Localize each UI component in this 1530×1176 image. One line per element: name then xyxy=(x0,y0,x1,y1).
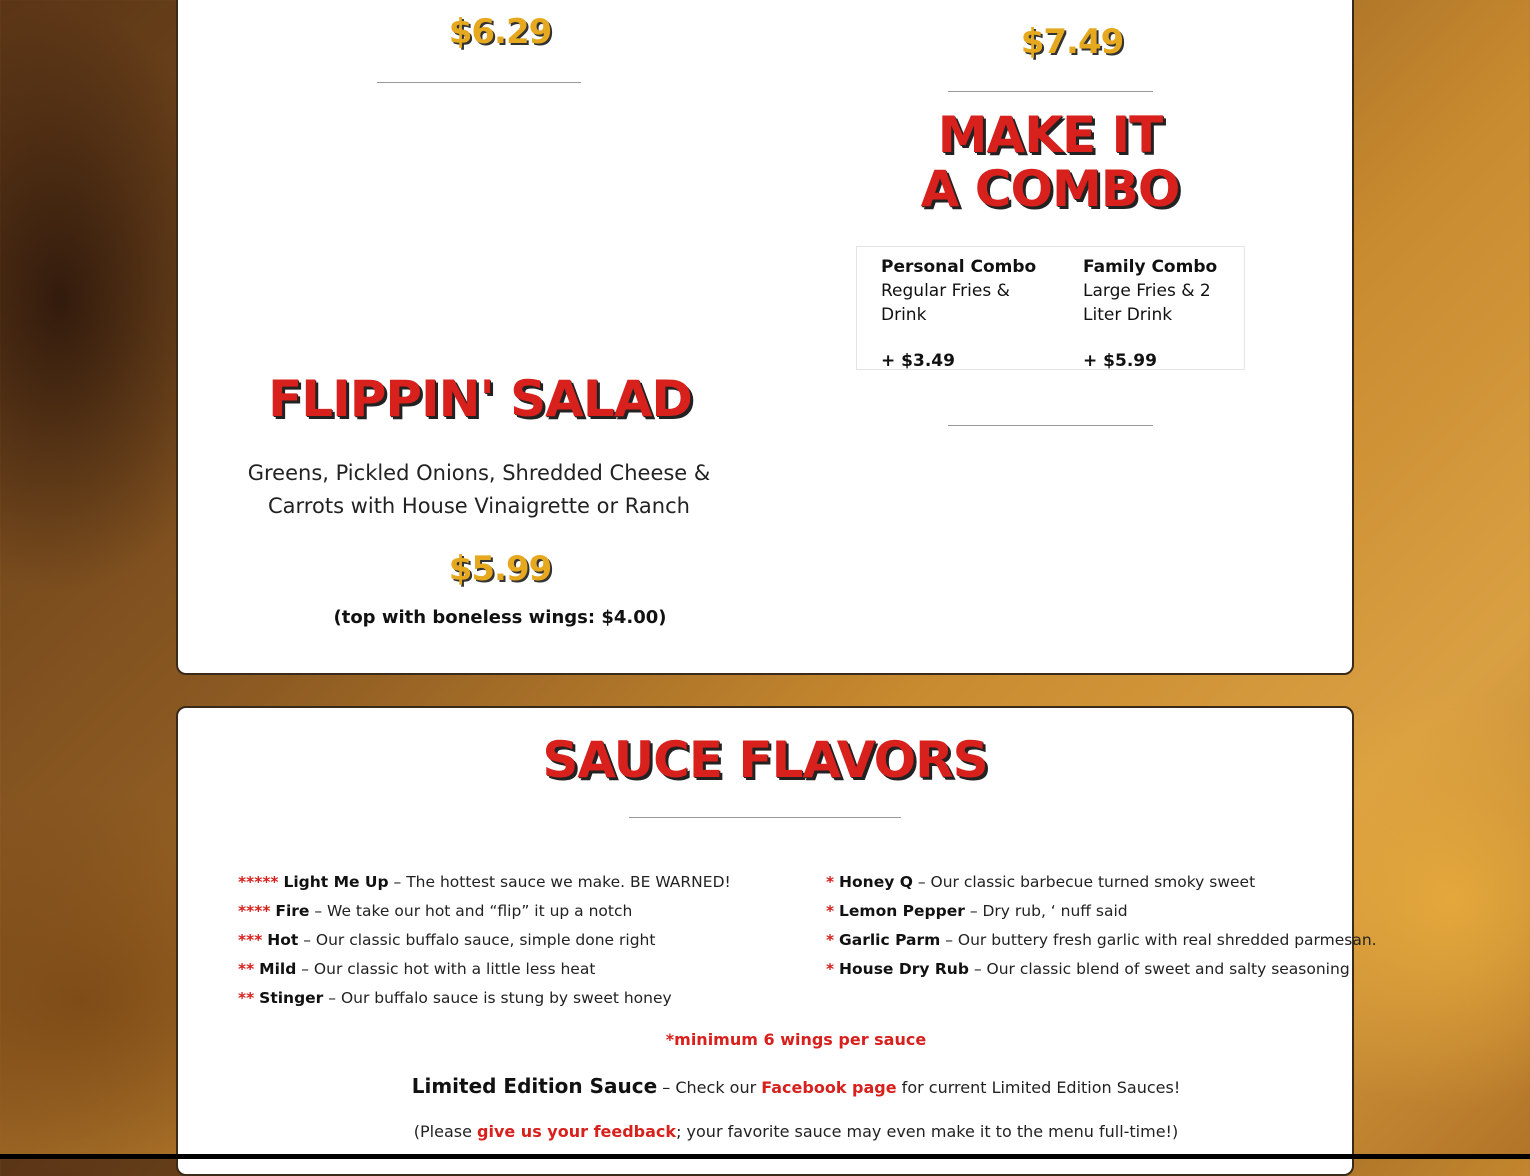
sauce-name: Garlic Parm xyxy=(839,931,941,949)
sauce-item xyxy=(826,897,1377,926)
heat-stars: * xyxy=(826,931,835,949)
salad-title: FLIPPIN' SALAD xyxy=(268,370,692,428)
bottom-bar xyxy=(0,1154,1530,1159)
personal-combo-desc: Regular Fries & Drink xyxy=(881,281,1010,325)
sauce-list-hot xyxy=(238,868,731,1013)
sauce-item xyxy=(826,868,1377,897)
sauce-desc: – We take our hot and “flip” it up a notch xyxy=(309,902,633,920)
sauce-title: SAUCE FLAVORS xyxy=(542,731,988,789)
right-top-price: $7.49 xyxy=(1020,22,1124,62)
sauce-item xyxy=(826,955,1377,984)
sauce-desc: – Our classic blend of sweet and salty seasoning xyxy=(968,960,1350,978)
sauce-name: Honey Q xyxy=(839,873,913,891)
sauce-desc: – Our classic buffalo sauce, simple done right xyxy=(298,931,656,949)
heat-stars: ** xyxy=(238,960,255,978)
family-combo-desc: Large Fries & 2 Liter Drink xyxy=(1083,281,1211,325)
heat-stars: * xyxy=(826,902,835,920)
sauce-item xyxy=(826,926,1377,955)
personal-combo-name: Personal Combo xyxy=(881,257,1037,277)
sauce-name: Lemon Pepper xyxy=(839,902,965,920)
salad-price: $5.99 xyxy=(448,549,552,589)
personal-combo xyxy=(881,255,1051,371)
combo-title-line1: MAKE IT xyxy=(937,106,1163,164)
family-combo-name: Family Combo xyxy=(1083,257,1218,277)
combo-title-line2: A COMBO xyxy=(920,160,1180,218)
divider xyxy=(629,817,901,818)
sauce-item xyxy=(238,868,731,897)
heat-stars: * xyxy=(826,960,835,978)
sauce-item xyxy=(238,897,731,926)
divider xyxy=(377,82,581,83)
family-combo xyxy=(1083,255,1233,371)
sauce-desc: – Our buffalo sauce is stung by sweet honey xyxy=(323,989,672,1007)
salad-desc-line2: Carrots with House Vinaigrette or Ranch xyxy=(268,494,690,518)
facebook-page-link[interactable]: Facebook page xyxy=(761,1078,897,1097)
sauce-name: Light Me Up xyxy=(283,873,389,891)
personal-combo-price: + $3.49 xyxy=(881,351,955,371)
sauce-item xyxy=(238,955,731,984)
combo-table xyxy=(856,246,1245,370)
minimum-note: *minimum 6 wings per sauce xyxy=(665,1030,927,1049)
salad-addon: (top with boneless wings: $4.00) xyxy=(333,607,667,628)
sauce-name: House Dry Rub xyxy=(839,960,969,978)
sauce-name: Stinger xyxy=(259,989,324,1007)
sauce-name: Hot xyxy=(267,931,299,949)
heat-stars: *** xyxy=(238,931,263,949)
limited-edition-line: Limited Edition Sauce – Check our Facebook page for current Limited Edition Sauces! xyxy=(411,1074,1181,1098)
sauce-item xyxy=(238,926,731,955)
sauce-name: Fire xyxy=(275,902,310,920)
limited-edition-label: Limited Edition Sauce xyxy=(411,1074,658,1098)
divider xyxy=(948,425,1153,426)
sauce-desc: – Our classic hot with a little less heat xyxy=(296,960,596,978)
heat-stars: ** xyxy=(238,989,255,1007)
heat-stars: * xyxy=(826,873,835,891)
divider xyxy=(948,91,1153,92)
sauce-item xyxy=(238,984,731,1013)
sauce-desc: – Our buttery fresh garlic with real shredded parmesan. xyxy=(940,931,1377,949)
family-combo-price: + $5.99 xyxy=(1083,351,1157,371)
feedback-line: (Please give us your feedback; your favorite sauce may even make it to the menu full-time!) xyxy=(413,1122,1179,1141)
sauce-desc: – Dry rub, ‘ nuff said xyxy=(964,902,1128,920)
sauce-list-mild xyxy=(826,868,1377,984)
sauce-name: Mild xyxy=(259,960,297,978)
sauce-desc: – The hottest sauce we make. BE WARNED! xyxy=(388,873,731,891)
left-top-price: $6.29 xyxy=(448,12,552,52)
heat-stars: **** xyxy=(238,902,271,920)
feedback-link[interactable]: give us your feedback xyxy=(477,1122,677,1141)
salad-desc-line1: Greens, Pickled Onions, Shredded Cheese & xyxy=(247,461,711,485)
heat-stars: ***** xyxy=(238,873,279,891)
sauce-desc: – Our classic barbecue turned smoky sweet xyxy=(912,873,1256,891)
